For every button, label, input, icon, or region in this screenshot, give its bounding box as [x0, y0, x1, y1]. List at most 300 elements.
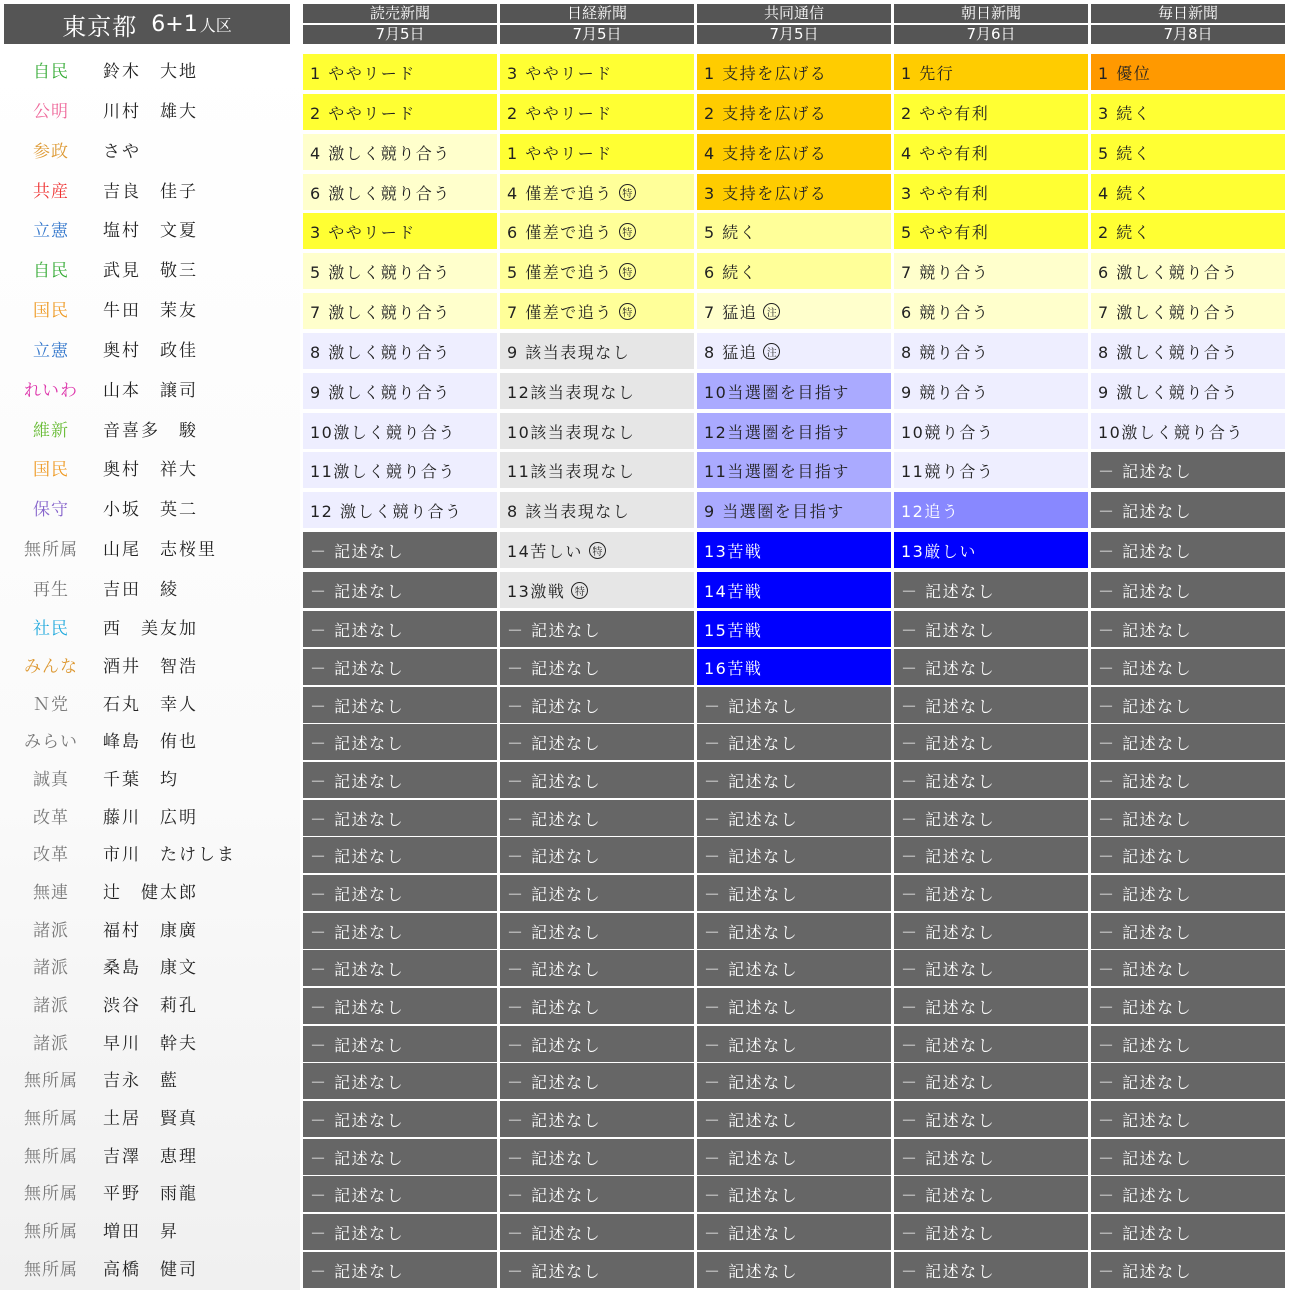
forecast-cell: [1091, 1176, 1285, 1212]
candidate-name: 吉田 綾: [103, 580, 179, 600]
party-label: 社民: [33, 619, 69, 639]
forecast-text: － 記述なし: [901, 771, 996, 791]
forecast-text: － 記述なし: [704, 1261, 799, 1281]
forecast-text: 6 僅差で追う: [507, 222, 613, 242]
candidate-name: 吉永 藍: [103, 1071, 179, 1091]
forecast-text: － 記述なし: [1098, 846, 1193, 866]
paper-date: 7月8日: [1091, 25, 1285, 44]
forecast-cell: [697, 532, 891, 568]
forecast-cell: [1091, 373, 1285, 409]
forecast-cell: [894, 762, 1088, 798]
forecast-text: 5 やや有利: [901, 222, 990, 242]
forecast-cell: [303, 54, 497, 90]
forecast-cell: [1091, 1214, 1285, 1250]
forecast-text: 3 ややリード: [507, 63, 613, 83]
forecast-cell: [303, 913, 497, 949]
forecast-cell: [894, 1176, 1088, 1212]
forecast-cell: [500, 134, 694, 170]
forecast-cell: [697, 452, 891, 488]
forecast-text: － 記述なし: [1098, 1072, 1193, 1092]
party-label: 無所属: [24, 540, 78, 560]
forecast-cell: [894, 724, 1088, 760]
forecast-text: － 記述なし: [1098, 959, 1193, 979]
paper-date: 7月5日: [697, 25, 891, 44]
forecast-cell: [894, 950, 1088, 986]
forecast-cell: [1091, 687, 1285, 723]
forecast-text: － 記述なし: [507, 997, 602, 1017]
forecast-text: － 記述なし: [704, 959, 799, 979]
forecast-cell: [500, 1063, 694, 1099]
party-label: 無所属: [24, 1222, 78, 1242]
forecast-cell: [500, 452, 694, 488]
party-label: みらい: [24, 732, 78, 752]
forecast-text: － 記述なし: [901, 1185, 996, 1205]
forecast-cell: [894, 572, 1088, 608]
forecast-text: － 記述なし: [704, 1185, 799, 1205]
circled-mark: 特: [619, 303, 636, 320]
forecast-cell: [500, 762, 694, 798]
candidate-name: 吉澤 恵理: [103, 1147, 198, 1167]
forecast-cell: [303, 762, 497, 798]
forecast-cell: [697, 413, 891, 449]
forecast-cell: [500, 988, 694, 1024]
forecast-text: － 記述なし: [507, 1072, 602, 1092]
forecast-text: 9 激しく競り合う: [310, 382, 451, 402]
forecast-text: 5 続く: [1098, 143, 1152, 163]
forecast-cell: [303, 950, 497, 986]
forecast-cell: [894, 174, 1088, 210]
forecast-cell: [1091, 724, 1285, 760]
forecast-text: － 記述なし: [704, 1110, 799, 1130]
forecast-cell: [500, 572, 694, 608]
forecast-text: － 記述なし: [704, 1072, 799, 1092]
forecast-text: － 記述なし: [901, 959, 996, 979]
party-label: 無所属: [24, 1184, 78, 1204]
forecast-cell: [500, 875, 694, 911]
party-label: 再生: [33, 580, 69, 600]
forecast-cell: [697, 572, 891, 608]
forecast-cell: [500, 174, 694, 210]
candidate-name: 福村 康廣: [103, 921, 198, 941]
forecast-text: － 記述なし: [310, 846, 405, 866]
forecast-cell: [697, 293, 891, 329]
forecast-cell: [697, 988, 891, 1024]
forecast-cell: [500, 1026, 694, 1062]
forecast-text: － 記述なし: [310, 1072, 405, 1092]
forecast-text: － 記述なし: [901, 1110, 996, 1130]
forecast-cell: [500, 492, 694, 528]
forecast-cell: [697, 875, 891, 911]
forecast-text: 15苦戦: [704, 620, 763, 640]
candidate-name: 市川 たけしま: [103, 845, 236, 865]
forecast-text: － 記述なし: [1098, 809, 1193, 829]
candidate-name: 山尾 志桜里: [103, 540, 217, 560]
circled-mark: 特: [571, 582, 588, 599]
forecast-cell: [894, 875, 1088, 911]
forecast-cell: [303, 611, 497, 647]
party-label: 共産: [33, 182, 69, 202]
candidate-name: 平野 雨龍: [103, 1184, 198, 1204]
candidate-name: 桑島 康文: [103, 958, 198, 978]
candidate-name: 土居 賢真: [103, 1109, 198, 1129]
forecast-text: － 記述なし: [1098, 658, 1193, 678]
forecast-text: － 記述なし: [901, 1072, 996, 1092]
forecast-text: － 記述なし: [704, 696, 799, 716]
paper-date: 7月5日: [500, 25, 694, 44]
forecast-text: － 記述なし: [901, 733, 996, 753]
forecast-text: 5 激しく競り合う: [310, 262, 451, 282]
forecast-text: 11競り合う: [901, 461, 995, 481]
forecast-text: 12当選圏を目指す: [704, 422, 850, 442]
forecast-cell: [500, 293, 694, 329]
forecast-cell: [894, 94, 1088, 130]
forecast-cell: [500, 373, 694, 409]
forecast-cell: [894, 687, 1088, 723]
candidate-name: 小坂 英二: [103, 500, 198, 520]
forecast-cell: [1091, 293, 1285, 329]
forecast-text: － 記述なし: [901, 658, 996, 678]
forecast-text: － 記述なし: [901, 809, 996, 829]
forecast-cell: [697, 1101, 891, 1137]
forecast-text: 6 競り合う: [901, 302, 990, 322]
forecast-text: － 記述なし: [507, 771, 602, 791]
party-label: 諸派: [33, 958, 69, 978]
candidate-name: 高橋 健司: [103, 1260, 198, 1280]
forecast-text: － 記述なし: [704, 997, 799, 1017]
candidate-name: 峰島 侑也: [103, 732, 198, 752]
forecast-text: － 記述なし: [310, 696, 405, 716]
forecast-cell: [303, 413, 497, 449]
forecast-text: 6 激しく競り合う: [1098, 262, 1239, 282]
forecast-text: 2 続く: [1098, 222, 1152, 242]
forecast-cell: [697, 134, 891, 170]
forecast-cell: [894, 333, 1088, 369]
party-label: 国民: [33, 460, 69, 480]
forecast-cell: [303, 837, 497, 873]
candidate-name: 吉良 佳子: [103, 182, 198, 202]
forecast-text: 9 該当表現なし: [507, 342, 631, 362]
forecast-cell: [303, 1101, 497, 1137]
forecast-cell: [500, 333, 694, 369]
forecast-cell: [1091, 134, 1285, 170]
forecast-cell: [697, 762, 891, 798]
forecast-text: － 記述なし: [507, 1035, 602, 1055]
party-label: 改革: [33, 808, 69, 828]
forecast-text: － 記述なし: [704, 1035, 799, 1055]
forecast-cell: [303, 213, 497, 249]
forecast-text: 11激しく競り合う: [310, 461, 456, 481]
forecast-cell: [894, 413, 1088, 449]
forecast-cell: [697, 373, 891, 409]
forecast-text: － 記述なし: [310, 1110, 405, 1130]
forecast-cell: [894, 213, 1088, 249]
party-label: 公明: [33, 102, 69, 122]
forecast-cell: [500, 1176, 694, 1212]
forecast-text: － 記述なし: [310, 581, 405, 601]
forecast-cell: [1091, 492, 1285, 528]
forecast-text: － 記述なし: [310, 1223, 405, 1243]
forecast-cell: [697, 253, 891, 289]
party-label: 改革: [33, 845, 69, 865]
forecast-text: － 記述なし: [901, 1223, 996, 1243]
forecast-text: 1 ややリード: [507, 143, 613, 163]
forecast-cell: [500, 837, 694, 873]
forecast-text: 2 ややリード: [310, 103, 416, 123]
forecast-cell: [1091, 54, 1285, 90]
forecast-text: － 記述なし: [1098, 620, 1193, 640]
candidate-name: 藤川 広明: [103, 808, 198, 828]
candidate-name: 奥村 政佳: [103, 341, 198, 361]
forecast-cell: [697, 333, 891, 369]
forecast-cell: [894, 649, 1088, 685]
forecast-cell: [1091, 572, 1285, 608]
forecast-cell: [1091, 1252, 1285, 1288]
party-label: みんな: [24, 657, 78, 677]
candidate-name: 奥村 祥大: [103, 460, 198, 480]
forecast-text: － 記述なし: [1098, 884, 1193, 904]
forecast-text: 9 競り合う: [901, 382, 990, 402]
forecast-text: － 記述なし: [507, 1148, 602, 1168]
forecast-cell: [894, 452, 1088, 488]
party-label: 無所属: [24, 1147, 78, 1167]
forecast-cell: [303, 1252, 497, 1288]
forecast-cell: [303, 988, 497, 1024]
forecast-cell: [697, 687, 891, 723]
forecast-cell: [894, 800, 1088, 836]
forecast-cell: [500, 724, 694, 760]
forecast-text: 8 該当表現なし: [507, 501, 631, 521]
party-label: 諸派: [33, 996, 69, 1016]
forecast-cell: [500, 687, 694, 723]
paper-header: [1091, 4, 1285, 44]
forecast-text: － 記述なし: [507, 696, 602, 716]
forecast-text: 13厳しい: [901, 541, 977, 561]
forecast-text: 10激しく競り合う: [310, 422, 456, 442]
forecast-text: 8 競り合う: [901, 342, 990, 362]
forecast-cell: [697, 950, 891, 986]
party-label: 無連: [33, 883, 69, 903]
title-unit: 人区: [199, 15, 232, 35]
party-label: 維新: [33, 421, 69, 441]
candidate-name: 武見 敬三: [103, 261, 198, 281]
paper-name: 共同通信: [697, 4, 891, 23]
forecast-cell: [894, 1139, 1088, 1175]
forecast-text: － 記述なし: [507, 1261, 602, 1281]
forecast-text: － 記述なし: [1098, 696, 1193, 716]
forecast-text: － 記述なし: [310, 809, 405, 829]
forecast-text: 14苦戦: [704, 581, 763, 601]
party-label: 無所属: [24, 1109, 78, 1129]
forecast-cell: [1091, 94, 1285, 130]
paper-header: [500, 4, 694, 44]
forecast-cell: [894, 532, 1088, 568]
forecast-cell: [697, 174, 891, 210]
forecast-text: － 記述なし: [1098, 1261, 1193, 1281]
forecast-cell: [303, 1214, 497, 1250]
forecast-cell: [894, 988, 1088, 1024]
forecast-cell: [697, 213, 891, 249]
forecast-cell: [894, 1063, 1088, 1099]
forecast-text: － 記述なし: [901, 846, 996, 866]
forecast-cell: [500, 1214, 694, 1250]
forecast-text: － 記述なし: [1098, 1148, 1193, 1168]
forecast-text: 2 やや有利: [901, 103, 990, 123]
forecast-text: － 記述なし: [310, 733, 405, 753]
forecast-cell: [303, 333, 497, 369]
paper-date: 7月5日: [303, 25, 497, 44]
forecast-text: － 記述なし: [1098, 922, 1193, 942]
forecast-text: － 記述なし: [1098, 997, 1193, 1017]
circled-mark: 特: [589, 542, 606, 559]
forecast-text: － 記述なし: [507, 620, 602, 640]
forecast-text: － 記述なし: [901, 696, 996, 716]
forecast-cell: [1091, 1139, 1285, 1175]
forecast-text: 12追う: [901, 501, 960, 521]
candidate-name: さや: [103, 142, 141, 162]
forecast-text: － 記述なし: [310, 1148, 405, 1168]
forecast-cell: [1091, 762, 1285, 798]
forecast-cell: [697, 1214, 891, 1250]
forecast-cell: [303, 724, 497, 760]
forecast-text: 8 激しく競り合う: [1098, 342, 1239, 362]
forecast-text: － 記述なし: [1098, 541, 1193, 561]
forecast-cell: [697, 611, 891, 647]
forecast-text: － 記述なし: [310, 922, 405, 942]
forecast-text: 13激戦: [507, 581, 566, 601]
forecast-cell: [1091, 988, 1285, 1024]
forecast-cell: [500, 532, 694, 568]
forecast-text: － 記述なし: [507, 809, 602, 829]
forecast-text: 7 激しく競り合う: [1098, 302, 1239, 322]
forecast-cell: [303, 452, 497, 488]
forecast-text: 6 激しく競り合う: [310, 183, 451, 203]
paper-header: [303, 4, 497, 44]
forecast-text: 11当選圏を目指す: [704, 461, 850, 481]
forecast-cell: [303, 1026, 497, 1062]
forecast-cell: [1091, 649, 1285, 685]
forecast-text: － 記述なし: [310, 1185, 405, 1205]
forecast-cell: [1091, 413, 1285, 449]
party-label: 誠真: [33, 770, 69, 790]
forecast-cell: [697, 724, 891, 760]
forecast-text: 11該当表現なし: [507, 461, 636, 481]
forecast-cell: [1091, 452, 1285, 488]
candidate-name: 山本 譲司: [103, 381, 198, 401]
forecast-text: － 記述なし: [704, 1223, 799, 1243]
forecast-text: 8 猛追: [704, 342, 758, 362]
forecast-cell: [697, 94, 891, 130]
party-label: 立憲: [33, 221, 69, 241]
forecast-cell: [697, 1252, 891, 1288]
forecast-text: － 記述なし: [901, 620, 996, 640]
forecast-text: － 記述なし: [1098, 501, 1193, 521]
forecast-text: － 記述なし: [1098, 1110, 1193, 1130]
candidate-name: 西 美友加: [103, 619, 198, 639]
forecast-cell: [303, 800, 497, 836]
forecast-text: 5 続く: [704, 222, 758, 242]
forecast-text: － 記述なし: [901, 581, 996, 601]
forecast-cell: [894, 837, 1088, 873]
forecast-text: － 記述なし: [507, 1223, 602, 1243]
forecast-cell: [500, 213, 694, 249]
forecast-cell: [1091, 1026, 1285, 1062]
forecast-text: 2 ややリード: [507, 103, 613, 123]
forecast-text: － 記述なし: [310, 771, 405, 791]
candidate-name: 牛田 茉友: [103, 301, 198, 321]
forecast-cell: [697, 54, 891, 90]
party-label: 保守: [33, 500, 69, 520]
party-label: 無所属: [24, 1071, 78, 1091]
forecast-cell: [894, 1026, 1088, 1062]
forecast-text: － 記述なし: [507, 884, 602, 904]
paper-name: 毎日新聞: [1091, 4, 1285, 23]
party-label: Ｎ党: [33, 695, 69, 715]
forecast-text: 1 先行: [901, 63, 955, 83]
forecast-text: 16苦戦: [704, 658, 763, 678]
forecast-text: 14苦しい: [507, 541, 583, 561]
forecast-text: － 記述なし: [507, 733, 602, 753]
forecast-text: 10競り合う: [901, 422, 995, 442]
candidate-name: 川村 雄大: [103, 102, 198, 122]
forecast-cell: [303, 94, 497, 130]
forecast-cell: [894, 1252, 1088, 1288]
forecast-cell: [500, 800, 694, 836]
forecast-cell: [1091, 800, 1285, 836]
forecast-cell: [894, 1214, 1088, 1250]
forecast-cell: [697, 649, 891, 685]
forecast-cell: [303, 1063, 497, 1099]
forecast-text: － 記述なし: [1098, 581, 1193, 601]
forecast-text: 4 僅差で追う: [507, 183, 613, 203]
forecast-text: － 記述なし: [310, 1035, 405, 1055]
forecast-cell: [500, 413, 694, 449]
forecast-text: － 記述なし: [1098, 1035, 1193, 1055]
candidate-name: 早川 幹夫: [103, 1034, 198, 1054]
forecast-text: 3 支持を広げる: [704, 183, 828, 203]
page-title: [4, 4, 290, 44]
forecast-cell: [1091, 174, 1285, 210]
forecast-cell: [500, 649, 694, 685]
forecast-cell: [303, 532, 497, 568]
candidate-name: 塩村 文夏: [103, 221, 198, 241]
forecast-cell: [894, 913, 1088, 949]
forecast-text: 6 続く: [704, 262, 758, 282]
forecast-text: － 記述なし: [704, 733, 799, 753]
forecast-text: 1 優位: [1098, 63, 1152, 83]
forecast-cell: [1091, 950, 1285, 986]
forecast-cell: [697, 492, 891, 528]
forecast-cell: [1091, 611, 1285, 647]
forecast-text: 7 競り合う: [901, 262, 990, 282]
paper-name: 朝日新聞: [894, 4, 1088, 23]
forecast-cell: [697, 913, 891, 949]
forecast-text: 10激しく競り合う: [1098, 422, 1244, 442]
forecast-cell: [303, 492, 497, 528]
forecast-text: － 記述なし: [507, 922, 602, 942]
forecast-text: 9 当選圏を目指す: [704, 501, 845, 521]
forecast-text: 7 僅差で追う: [507, 302, 613, 322]
forecast-text: 3 続く: [1098, 103, 1152, 123]
forecast-cell: [894, 54, 1088, 90]
forecast-text: － 記述なし: [507, 1185, 602, 1205]
forecast-cell: [303, 572, 497, 608]
circled-mark: 特: [619, 223, 636, 240]
paper-name: 日経新聞: [500, 4, 694, 23]
forecast-text: 8 激しく競り合う: [310, 342, 451, 362]
forecast-text: 3 ややリード: [310, 222, 416, 242]
forecast-cell: [500, 913, 694, 949]
circled-mark: 注: [763, 303, 780, 320]
